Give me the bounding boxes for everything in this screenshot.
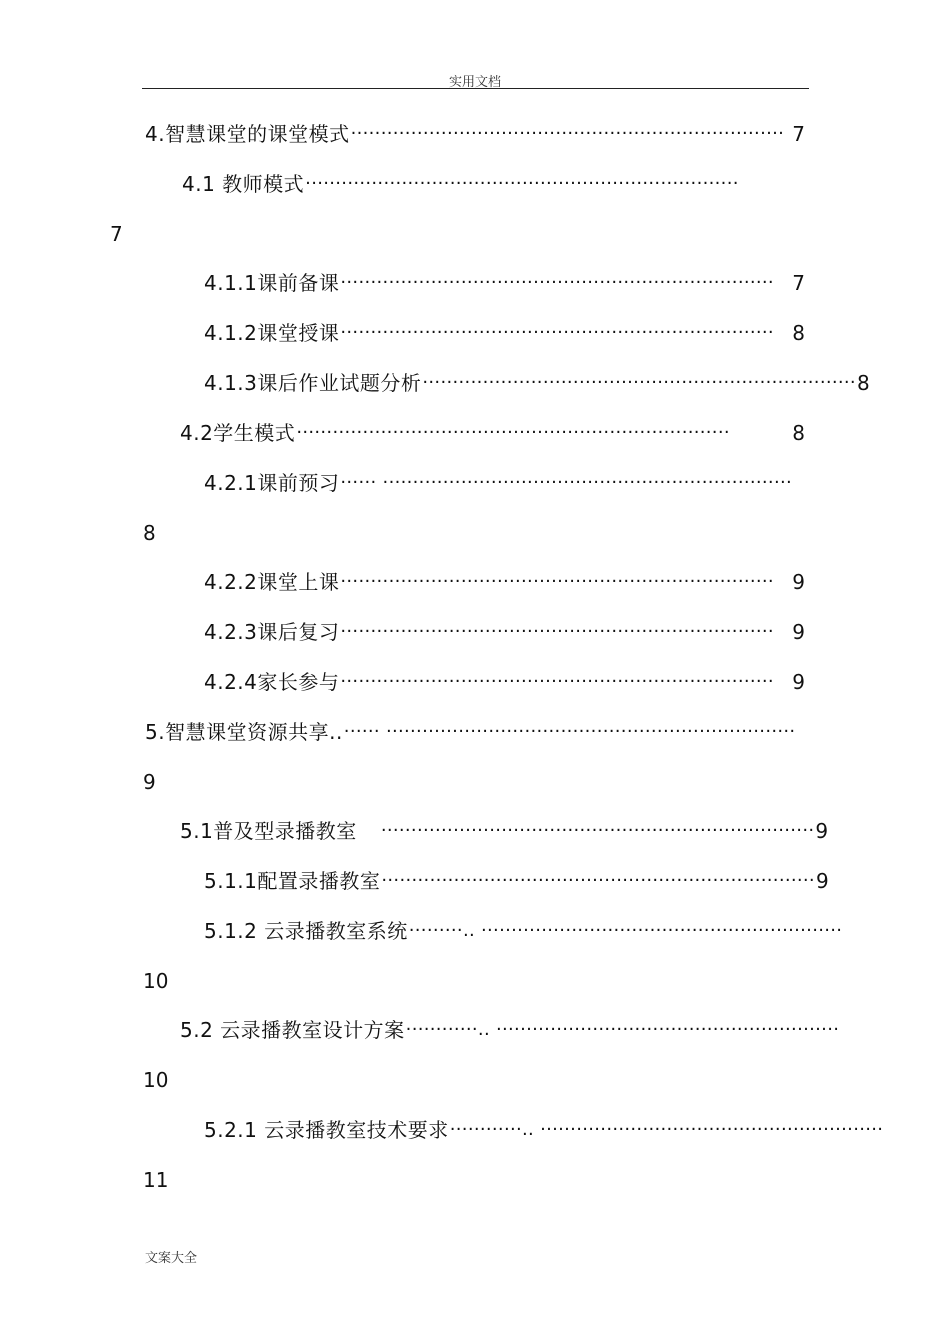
- toc-page-number: 8: [856, 371, 870, 395]
- toc-page-number: 9: [792, 570, 805, 594]
- toc-entry-label: 5.1.1配置录播教室: [204, 869, 381, 893]
- toc-entry-label: 4.1 教师模式: [182, 172, 305, 196]
- toc-entry-label: 4.2.4家长参与: [204, 670, 340, 694]
- toc-dot-leader: ········································································: [380, 820, 815, 841]
- toc-page-number: 7: [792, 122, 805, 146]
- toc-entry[interactable]: [204, 866, 829, 896]
- toc-dot-leader: ········································································: [340, 671, 774, 692]
- toc-page-number: 9: [792, 620, 805, 644]
- toc-entry[interactable]: [180, 418, 805, 448]
- toc-dot-leader: ········································································: [305, 173, 739, 194]
- toc-page-number: 7: [110, 222, 123, 246]
- toc-entry-label: 5.1普及型录播教室: [180, 819, 357, 843]
- toc-page-number: 9: [815, 869, 829, 893]
- toc-entry[interactable]: [204, 567, 805, 597]
- toc-entry-label: 5.智慧课堂资源共享..: [145, 720, 343, 744]
- toc-entry[interactable]: [204, 268, 805, 298]
- toc-dot-leader: ······ ····································································: [340, 472, 793, 493]
- toc-page-number: 8: [792, 321, 805, 345]
- toc-entry-label: 4.1.2课堂授课: [204, 321, 340, 345]
- toc-entry-label: 4.2学生模式: [180, 421, 296, 445]
- page-header: 实用文档: [448, 75, 501, 90]
- toc-page-number: 8: [792, 421, 805, 445]
- toc-dot-leader: ········································································: [422, 372, 856, 393]
- toc-entry-label: 4.2.1课前预习: [204, 471, 340, 495]
- toc-page-number: 9: [815, 819, 829, 843]
- toc-entry-label: 5.1.2 云录播教室系统: [204, 919, 408, 943]
- toc-entry-label: 4.2.2课堂上课: [204, 570, 340, 594]
- toc-page-number: 7: [792, 271, 805, 295]
- toc-entry-label: 4.2.3课后复习: [204, 620, 340, 644]
- toc-dot-leader: ········································································: [296, 422, 730, 443]
- page-footer: 文案大全: [145, 1251, 198, 1266]
- toc-page-number: 8: [143, 521, 156, 545]
- toc-entry[interactable]: [182, 169, 805, 199]
- toc-page-number: 9: [143, 770, 156, 794]
- toc-entry[interactable]: [204, 667, 805, 697]
- toc-entry[interactable]: [204, 916, 843, 946]
- toc-dot-leader: ············.. ·························································: [449, 1119, 884, 1140]
- toc-page-number: 9: [792, 670, 805, 694]
- toc-entry[interactable]: [204, 1115, 884, 1145]
- toc-page-number: 10: [143, 1068, 169, 1092]
- toc-dot-leader: ········································································: [340, 621, 774, 642]
- toc-page-number: 11: [143, 1168, 169, 1192]
- toc-entry-label: 4.1.3课后作业试题分析: [204, 371, 422, 395]
- toc-dot-leader: ············.. ·························································: [405, 1019, 840, 1040]
- toc-entry[interactable]: [180, 1015, 840, 1045]
- toc-entry-label: 5.2 云录播教室设计方案: [180, 1018, 405, 1042]
- toc-entry[interactable]: [180, 816, 829, 846]
- toc-page-number: 10: [143, 969, 169, 993]
- toc-entry[interactable]: [204, 368, 870, 398]
- header-divider: [142, 88, 809, 89]
- toc-entry-label: 5.2.1 云录播教室技术要求: [204, 1118, 449, 1142]
- toc-dot-leader: ········································································: [340, 571, 774, 592]
- toc-dot-leader: ········································································: [340, 272, 774, 293]
- toc-dot-leader: ········································································: [350, 123, 785, 144]
- toc-entry-label: 4.智慧课堂的课堂模式: [145, 122, 350, 146]
- toc-entry[interactable]: [204, 468, 805, 498]
- toc-dot-leader: ········································································: [340, 322, 774, 343]
- toc-entry[interactable]: [145, 717, 805, 747]
- toc-entry-label: 4.1.1课前备课: [204, 271, 340, 295]
- toc-dot-leader: ······ ····································································: [343, 721, 796, 742]
- toc-dot-leader: ·········.. ····························································: [408, 920, 843, 941]
- toc-entry[interactable]: [204, 318, 805, 348]
- toc-entry[interactable]: [145, 119, 805, 149]
- toc-entry[interactable]: [204, 617, 805, 647]
- toc-dot-leader: ········································································: [381, 870, 815, 891]
